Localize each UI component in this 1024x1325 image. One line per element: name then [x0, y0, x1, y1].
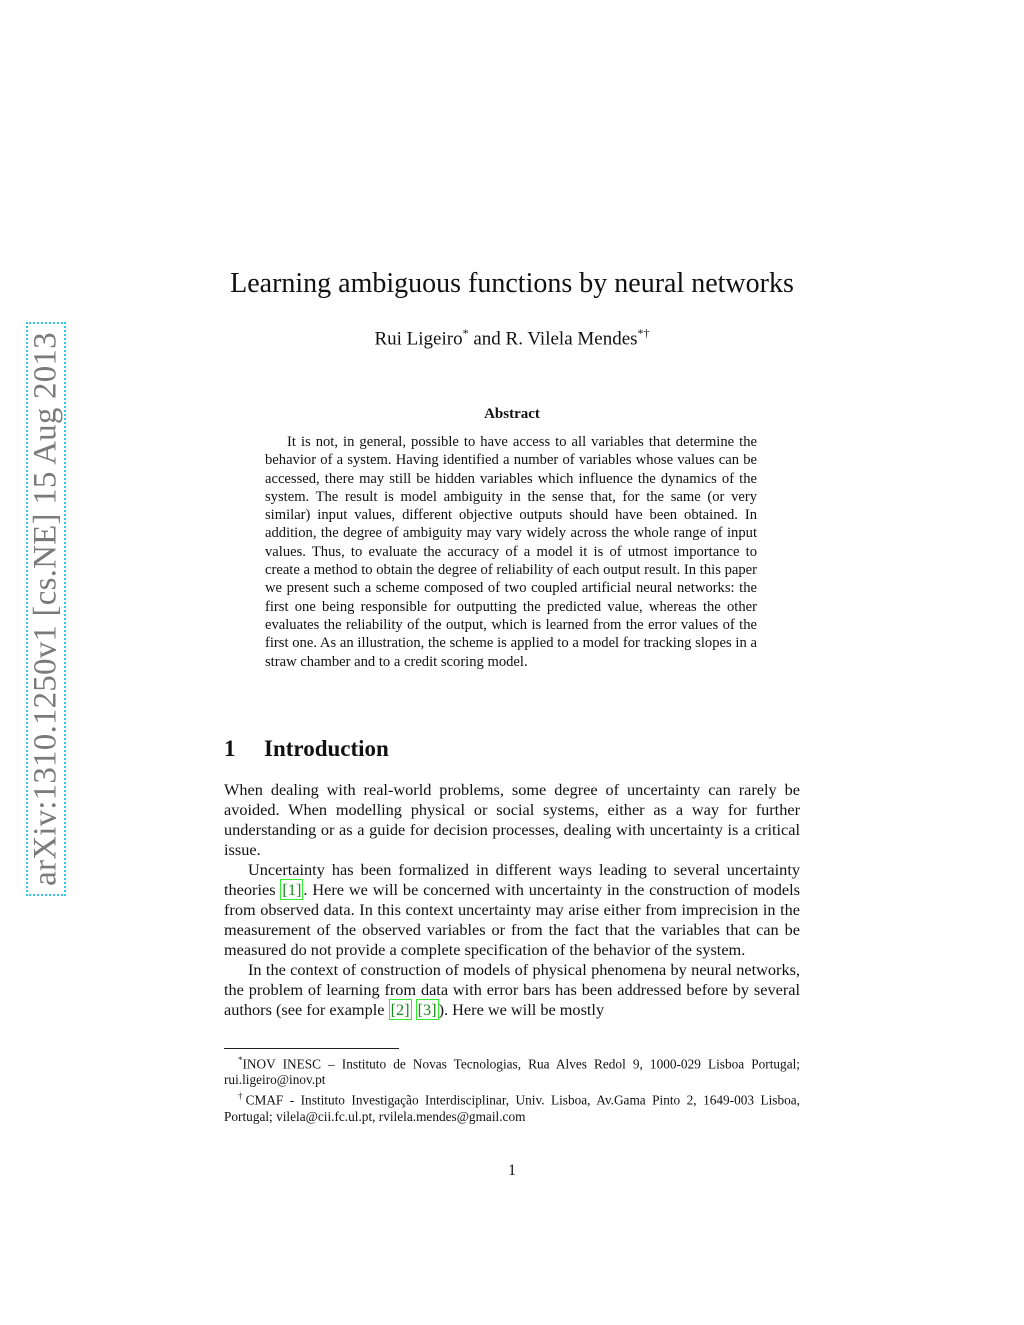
paragraph-text: In the context of construction of models of physical phenomena by neural networks, the problem of learning from data with error bars has been addressed before by several authors (see for example	[224, 960, 800, 1019]
citation-separator	[412, 1000, 416, 1019]
footnote-text: CMAF - Instituto Investigação Interdisciplinar, Univ. Lisboa, Av.Gama Pinto 2, 1649-003 Lisboa, Portugal; vilela@cii.fc.ul.pt, rvilela.mendes@gmail.com	[224, 1092, 800, 1124]
author-name: R. Vilela Mendes	[505, 328, 638, 350]
section-body	[224, 780, 800, 1020]
citation-link[interactable]: [3]	[417, 1000, 437, 1019]
body-paragraph	[224, 860, 800, 960]
author-affiliation-mark: *†	[637, 326, 650, 340]
arxiv-identifier-stamp[interactable]	[26, 322, 66, 896]
footnote-divider	[224, 1048, 399, 1049]
section-heading	[224, 736, 389, 762]
page-number: 1	[508, 1162, 516, 1179]
paragraph-text: Uncertainty has been formalized in different ways leading to several uncertainty theories	[224, 860, 800, 899]
citation-link[interactable]: [2]	[390, 1000, 410, 1019]
citation-link[interactable]: [1]	[282, 880, 302, 899]
abstract-heading: Abstract	[484, 406, 540, 422]
section-title: Introduction	[264, 736, 389, 761]
arxiv-identifier-text: arXiv:1310.1250v1 [cs.NE] 15 Aug 2013	[27, 332, 64, 886]
paper-title: Learning ambiguous functions by neural networks	[230, 268, 794, 299]
footnote-text: INOV INESC – Instituto de Novas Tecnologias, Rua Alves Redol 9, 1000-029 Lisboa Portugal; rui.ligeiro@inov.pt	[224, 1056, 800, 1088]
footnotes	[224, 1052, 800, 1125]
author-name: Rui Ligeiro	[374, 328, 463, 350]
section-number: 1	[224, 736, 236, 761]
footnote-mark: *	[238, 1055, 243, 1065]
footnote	[224, 1052, 800, 1088]
paragraph-text: ). Here we will be mostly	[438, 1000, 605, 1019]
footnote	[224, 1088, 800, 1124]
body-paragraph	[224, 960, 800, 1020]
body-paragraph: When dealing with real-world problems, some degree of uncertainty can rarely be avoided. When modelling physical or social systems, either as a way for further understanding or as a guide for decision processes, dealing with uncertainty is a critical issue.	[224, 780, 800, 859]
author-connector: and	[468, 328, 506, 350]
author-line	[224, 326, 800, 350]
paragraph-text: . Here we will be concerned with uncertainty in the construction of models from observed data. In this context uncertainty may arise either from imprecision in the measurement of the observed variables or from the fact that the variables that can be measured do not provide a complete specification of the behavior of the system.	[224, 880, 800, 959]
author-affiliation-mark: *	[462, 326, 469, 340]
footnote-mark: †	[238, 1091, 246, 1102]
abstract-text: It is not, in general, possible to have access to all variables that determine the behavior of a system. Having identified a number of variables whose values can be accessed, there may still be hidden variables which influence the dynamics of the system. The result is model ambiguity in the sense that, for the same (or very similar) input values, different objective outputs should have been obtained. In addition, the degree of ambiguity may vary widely across the whole range of input values. Thus, to evaluate the accuracy of a model it is of utmost importance to create a method to obtain the degree of reliability of each output result. In this paper we present such a scheme composed of two coupled artificial neural networks: the first one being responsible for outputting the predicted value, whereas the other evaluates the reliability of the output, which is learned from the error values of the first one. As an illustration, the scheme is applied to a model for tracking slopes in a straw chamber and to a credit scoring model.	[265, 434, 757, 670]
